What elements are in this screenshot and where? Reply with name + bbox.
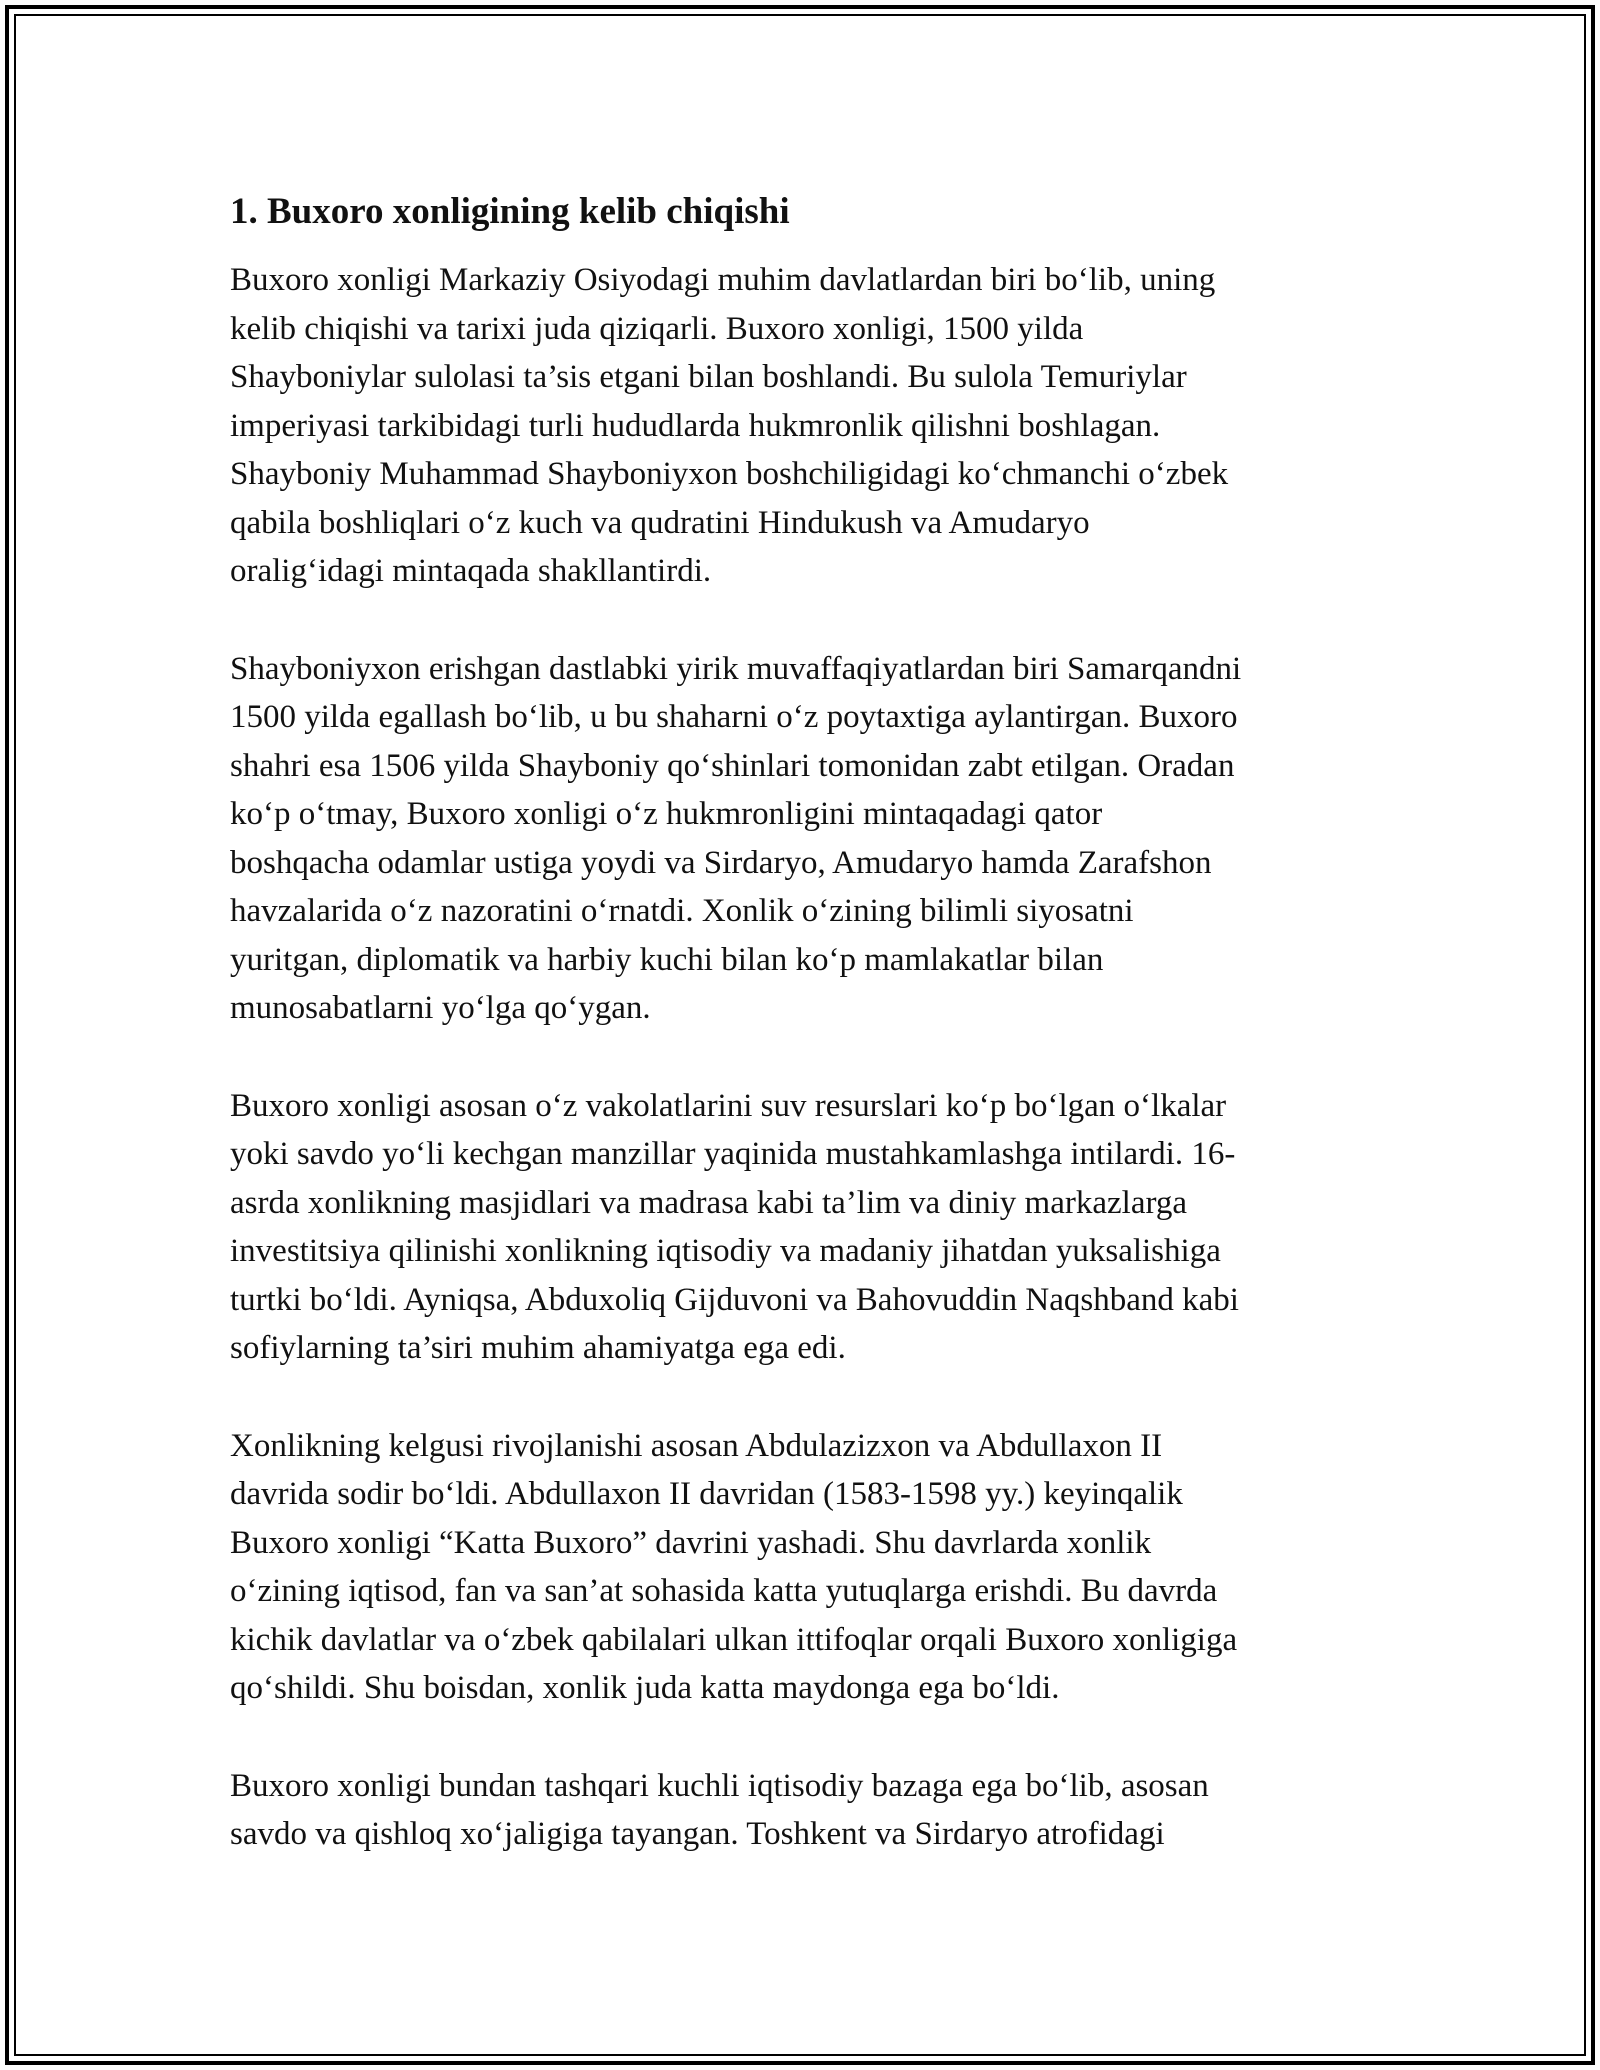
- text-line: davrida sodir boʻldi. Abdullaxon II davridan (1583-1598 yy.) keyinqalik: [230, 1476, 1183, 1512]
- text-line: oraligʻidagi mintaqada shakllantirdi.: [230, 553, 712, 589]
- text-line: boshqacha odamlar ustiga yoydi va Sirdaryo, Amudaryo hamda Zarafshon: [230, 844, 1212, 881]
- text-line: Buxoro xonligi “Katta Buxoro” davrini yashadi. Shu davrlarda xonlik: [230, 1524, 1152, 1561]
- text-line: 1500 yilda egallash boʻlib, u bu shaharni oʻz poytaxtiga aylantirgan. Buxoro: [230, 699, 1238, 735]
- text-line: Shayboniyxon erishgan dastlabki yirik muvaffaqiyatlardan biri Samarqandni: [230, 650, 1242, 687]
- text-line: Shayboniylar sulolasi ta’sis etgani bilan boshlandi. Bu sulola Temuriylar: [230, 359, 1187, 395]
- paragraph-4: [230, 1422, 1380, 1713]
- paragraph-2: [230, 645, 1380, 1033]
- text-line: investitsiya qilinishi xonlikning iqtisodiy va madaniy jihatdan yuksalishiga: [230, 1233, 1221, 1269]
- section-heading: 1. Buxoro xonligining kelib chiqishi: [230, 191, 790, 232]
- text-line: imperiyasi tarkibidagi turli hududlarda hukmronlik qilishni boshlagan.: [230, 407, 1161, 444]
- text-line: Buxoro xonligi asosan oʻz vakolatlarini suv resurslari koʻp boʻlgan oʻlkalar: [230, 1087, 1227, 1124]
- text-line: kelib chiqishi va tarixi juda qiziqarli. Buxoro xonligi, 1500 yilda: [230, 310, 1084, 347]
- text-line: asrda xonlikning masjidlari va madrasa kabi ta’lim va diniy markazlarga: [230, 1184, 1187, 1221]
- text-line: munosabatlarni yoʻlga qoʻygan.: [230, 990, 651, 1026]
- text-line: yoki savdo yoʻli kechgan manzillar yaqinida mustahkamlashga intilardi. 16-: [230, 1136, 1236, 1172]
- text-line: havzalarida oʻz nazoratini oʻrnatdi. Xonlik oʻzining bilimli siyosatni: [230, 893, 1134, 929]
- text-line: qoʻshildi. Shu boisdan, xonlik juda katta maydonga ega boʻldi.: [230, 1670, 1060, 1706]
- text-line: shahri esa 1506 yilda Shayboniy qoʻshinlari tomonidan zabt etilgan. Oradan: [230, 747, 1235, 784]
- text-line: koʻp oʻtmay, Buxoro xonligi oʻz hukmronligini mintaqadagi qator: [230, 796, 1103, 832]
- text-line: sofiylarning ta’siri muhim ahamiyatga ega edi.: [230, 1330, 846, 1366]
- text-line: turtki boʻldi. Ayniqsa, Abduxoliq Gijduvoni va Bahovuddin Naqshband kabi: [230, 1281, 1239, 1318]
- text-line: Shayboniy Muhammad Shayboniyxon boshchiligidagi koʻchmanchi oʻzbek: [230, 456, 1229, 492]
- paragraph-3: [230, 1082, 1380, 1373]
- paragraph-1: [230, 256, 1380, 596]
- text-line: savdo va qishloq xoʻjaligiga tayangan. Toshkent va Sirdaryo atrofidagi: [230, 1816, 1165, 1852]
- document-body: [230, 188, 1380, 1908]
- text-line: Xonlikning kelgusi rivojlanishi asosan Abdulazizxon va Abdullaxon II: [230, 1427, 1163, 1464]
- paragraph-5: [230, 1762, 1380, 1859]
- text-line: yuritgan, diplomatik va harbiy kuchi bilan koʻp mamlakatlar bilan: [230, 941, 1104, 978]
- text-line: kichik davlatlar va oʻzbek qabilalari ulkan ittifoqlar orqali Buxoro xonligiga: [230, 1621, 1238, 1658]
- text-line: Buxoro xonligi bundan tashqari kuchli iqtisodiy bazaga ega boʻlib, asosan: [230, 1767, 1209, 1804]
- text-line: oʻzining iqtisod, fan va san’at sohasida katta yutuqlarga erishdi. Bu davrda: [230, 1573, 1218, 1609]
- text-line: Buxoro xonligi Markaziy Osiyodagi muhim davlatlardan biri boʻlib, uning: [230, 262, 1216, 298]
- text-line: qabila boshliqlari oʻz kuch va qudratini Hindukush va Amudaryo: [230, 504, 1090, 541]
